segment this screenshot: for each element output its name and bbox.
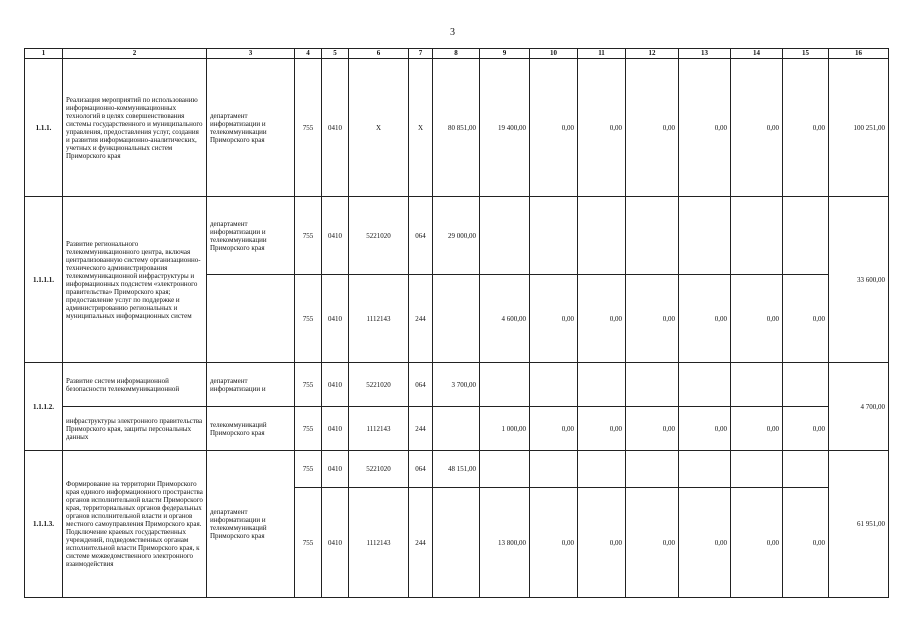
empty-cell <box>433 407 480 451</box>
cell: 19 400,00 <box>480 59 530 197</box>
cell: 5221020 <box>349 451 409 488</box>
table-row <box>25 407 889 451</box>
row-index: 1.1.1. <box>25 59 63 197</box>
cell: 0,00 <box>679 407 731 451</box>
cell: 0410 <box>322 363 349 407</box>
row-index: 1.1.1.3. <box>25 451 63 598</box>
table-row <box>25 59 889 197</box>
cell: 244 <box>409 407 433 451</box>
cell: 1 000,00 <box>480 407 530 451</box>
cell: 755 <box>295 363 322 407</box>
empty-cell <box>433 488 480 598</box>
cell: 5221020 <box>349 197 409 275</box>
column-header: 15 <box>783 49 829 59</box>
empty-cell <box>731 451 783 488</box>
column-header: 12 <box>626 49 679 59</box>
cell: 0,00 <box>783 275 829 363</box>
cell: 0,00 <box>578 488 626 598</box>
empty-cell <box>679 363 731 407</box>
row-description: Развитие регионального телекоммуникационного центра, включая централизованную систему организационно-технического администрирования телекоммуникационной инфраструктуры и информационных подсистем «электронного правительства» Приморского края; предоставление услуг по поддержке и администрированию региональных и муниципальных информационных систем <box>63 197 207 363</box>
budget-table <box>24 48 889 598</box>
cell: 1112143 <box>349 407 409 451</box>
empty-cell <box>578 363 626 407</box>
cell: 0,00 <box>679 59 731 197</box>
cell: 244 <box>409 488 433 598</box>
row-department: департамент информатизации и телекоммуникации Приморского края <box>207 59 295 197</box>
column-header: 2 <box>63 49 207 59</box>
empty-cell <box>731 197 783 275</box>
cell: 0,00 <box>731 59 783 197</box>
cell: 0,00 <box>679 275 731 363</box>
column-header: 8 <box>433 49 480 59</box>
empty-cell <box>480 197 530 275</box>
cell: 0,00 <box>783 59 829 197</box>
row-department: департамент информатизации и телекоммуникаций Приморского края <box>207 451 295 598</box>
empty-cell <box>626 197 679 275</box>
cell: 29 000,00 <box>433 197 480 275</box>
table-row <box>25 363 889 407</box>
row-description: Формирование на территории Приморского края единого информационного пространства органов исполнительной власти Приморского края, территориальных органов федеральных органов исполнительной власти и органов местного самоуправления Приморского края. Подключение краевых государственных учреждений, подведомственных органам исполнительной власти Приморского края, к системе межведомственного электронного взаимодействия <box>63 451 207 598</box>
header-row <box>25 49 889 59</box>
column-header: 14 <box>731 49 783 59</box>
column-header: 1 <box>25 49 63 59</box>
cell: 0,00 <box>783 488 829 598</box>
row-total: 4 700,00 <box>829 363 889 451</box>
row-total: 33 600,00 <box>829 197 889 363</box>
cell: 0,00 <box>731 275 783 363</box>
column-header: 16 <box>829 49 889 59</box>
empty-cell <box>731 363 783 407</box>
row-index: 1.1.1.1. <box>25 197 63 363</box>
empty-cell <box>679 197 731 275</box>
empty-cell <box>626 363 679 407</box>
cell: 0410 <box>322 451 349 488</box>
cell: 0,00 <box>626 488 679 598</box>
empty-cell <box>783 197 829 275</box>
empty-cell <box>530 363 578 407</box>
cell: 0,00 <box>578 59 626 197</box>
empty-cell <box>207 275 295 363</box>
column-header: 9 <box>480 49 530 59</box>
column-header: 7 <box>409 49 433 59</box>
cell: 5221020 <box>349 363 409 407</box>
cell: 80 851,00 <box>433 59 480 197</box>
column-header: 11 <box>578 49 626 59</box>
table-row <box>25 197 889 275</box>
row-description: инфраструктуры электронного правительства Приморского края, защиты персональных данных <box>63 407 207 451</box>
cell: 0,00 <box>679 488 731 598</box>
cell: 3 700,00 <box>433 363 480 407</box>
cell: 064 <box>409 197 433 275</box>
row-department: департамент информатизации и <box>207 363 295 407</box>
cell: 0,00 <box>626 407 679 451</box>
column-header: 6 <box>349 49 409 59</box>
cell: 0,00 <box>783 407 829 451</box>
cell: 064 <box>409 451 433 488</box>
row-index: 1.1.1.2. <box>25 363 63 451</box>
cell: X <box>409 59 433 197</box>
cell: 244 <box>409 275 433 363</box>
cell: 0,00 <box>731 407 783 451</box>
row-department: департамент информатизации и телекоммуникации Приморского края <box>207 197 295 275</box>
cell: 755 <box>295 407 322 451</box>
cell: 0410 <box>322 59 349 197</box>
cell: X <box>349 59 409 197</box>
cell: 1112143 <box>349 275 409 363</box>
cell: 0,00 <box>530 488 578 598</box>
row-description: Развитие систем информационной безопасности телекоммуникационной <box>63 363 207 407</box>
cell: 755 <box>295 488 322 598</box>
cell: 0,00 <box>731 488 783 598</box>
empty-cell <box>783 363 829 407</box>
cell: 064 <box>409 363 433 407</box>
cell: 4 600,00 <box>480 275 530 363</box>
empty-cell <box>626 451 679 488</box>
row-total: 61 951,00 <box>829 451 889 598</box>
column-header: 4 <box>295 49 322 59</box>
cell: 755 <box>295 59 322 197</box>
cell: 0,00 <box>530 275 578 363</box>
table-row <box>25 451 889 488</box>
empty-cell <box>530 197 578 275</box>
column-header: 10 <box>530 49 578 59</box>
row-total: 100 251,00 <box>829 59 889 197</box>
cell: 755 <box>295 451 322 488</box>
column-header: 5 <box>322 49 349 59</box>
empty-cell <box>530 451 578 488</box>
empty-cell <box>578 197 626 275</box>
cell: 0,00 <box>626 59 679 197</box>
column-header: 13 <box>679 49 731 59</box>
page-number: 3 <box>450 27 455 38</box>
empty-cell <box>480 363 530 407</box>
cell: 1112143 <box>349 488 409 598</box>
empty-cell <box>433 275 480 363</box>
empty-cell <box>679 451 731 488</box>
cell: 755 <box>295 275 322 363</box>
cell: 755 <box>295 197 322 275</box>
cell: 0,00 <box>530 407 578 451</box>
cell: 0410 <box>322 407 349 451</box>
cell: 48 151,00 <box>433 451 480 488</box>
cell: 0,00 <box>530 59 578 197</box>
empty-cell <box>480 451 530 488</box>
row-description: Реализация мероприятий по использованию информационно-коммуникационных технологий в целях совершенствования системы государственного и муниципального управления, предоставления услуг, создания и развития информационно-аналитических, учетных и функциональных систем Приморского края <box>63 59 207 197</box>
cell: 0,00 <box>578 407 626 451</box>
empty-cell <box>578 451 626 488</box>
cell: 13 800,00 <box>480 488 530 598</box>
column-header: 3 <box>207 49 295 59</box>
row-department: телекоммуникаций Приморского края <box>207 407 295 451</box>
cell: 0410 <box>322 488 349 598</box>
cell: 0410 <box>322 197 349 275</box>
cell: 0,00 <box>578 275 626 363</box>
cell: 0410 <box>322 275 349 363</box>
cell: 0,00 <box>626 275 679 363</box>
empty-cell <box>783 451 829 488</box>
